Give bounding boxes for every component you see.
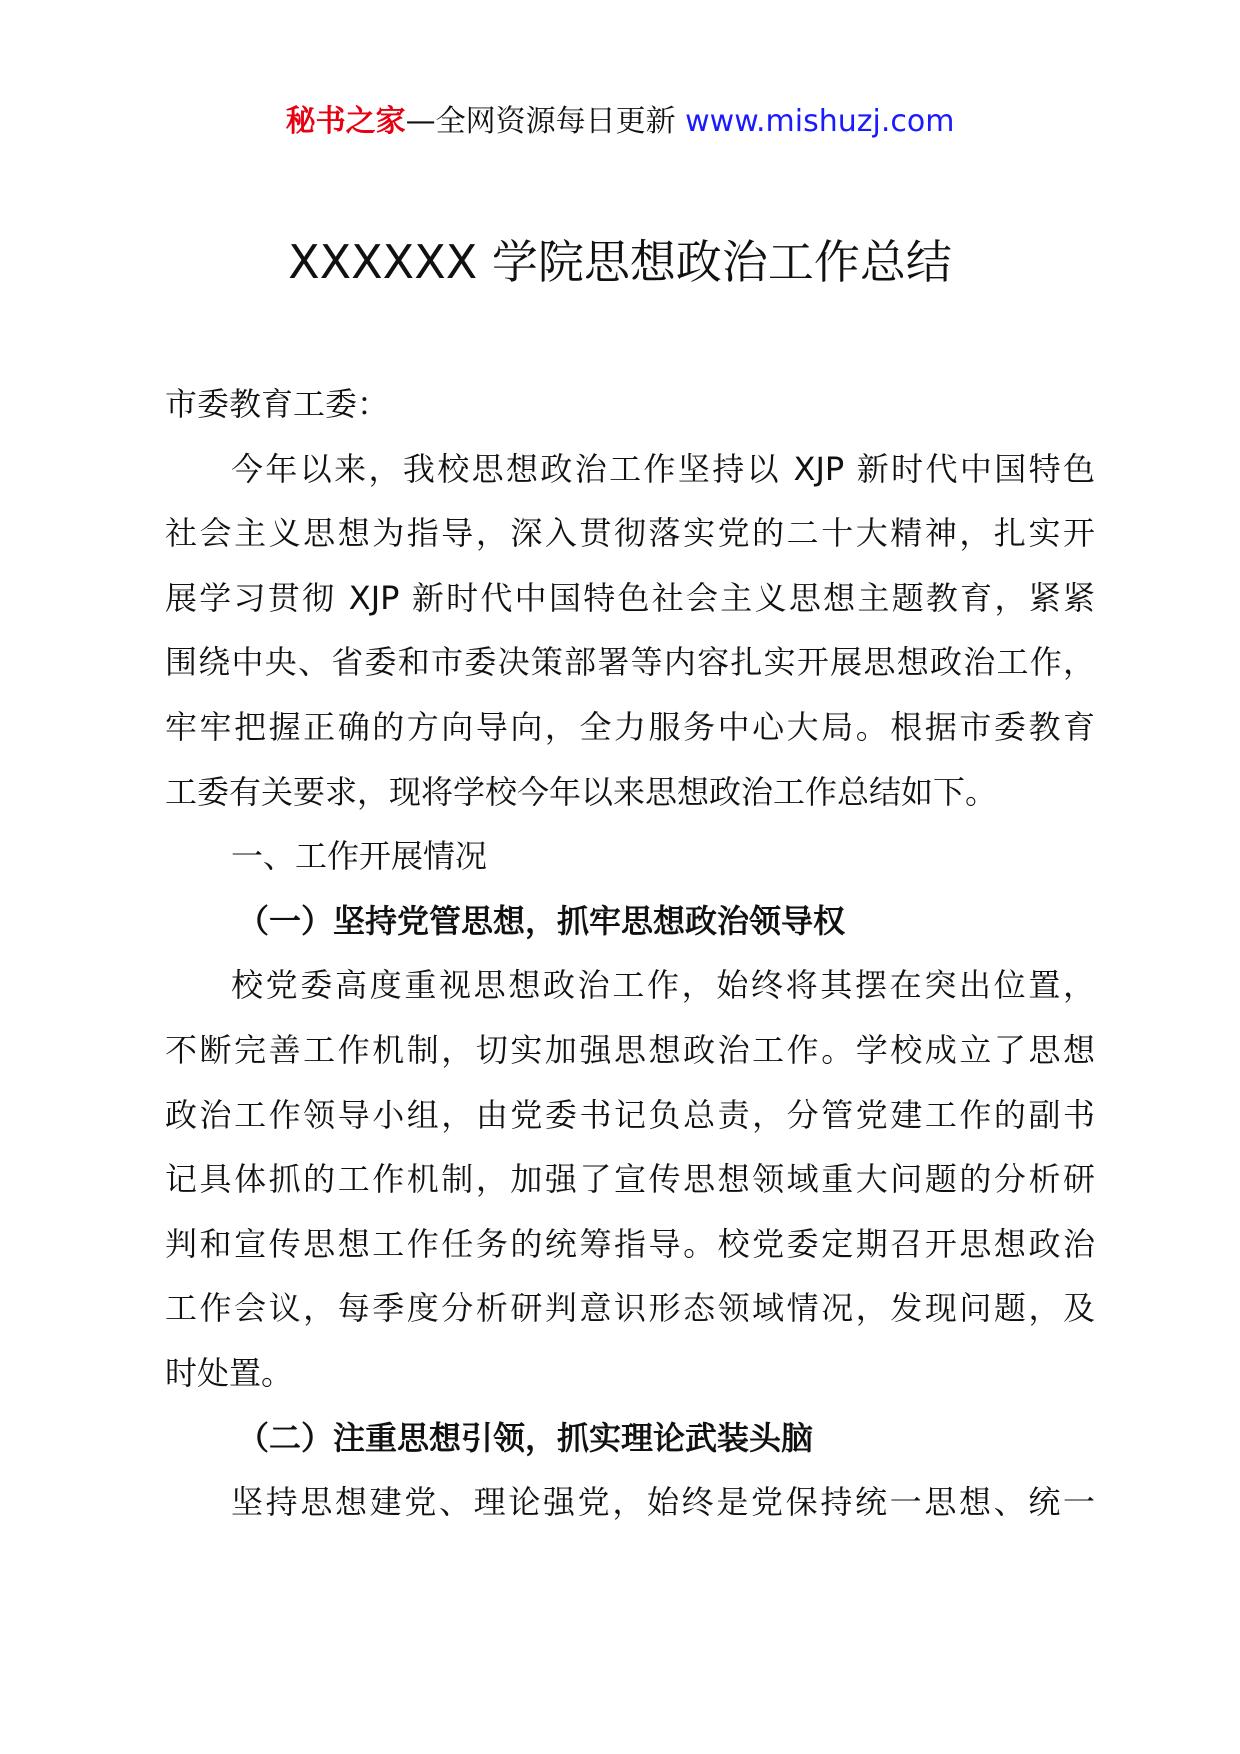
paragraph-line: 今年以来，我校思想政治工作坚持以 XJP 新时代中国特色: [231, 449, 1095, 488]
document-title: XXXXXX 学院思想政治工作总结: [288, 235, 952, 289]
paragraph-line: 时处置。: [165, 1353, 294, 1392]
site-banner: [0, 102, 1240, 142]
paragraph-line: 工作会议，每季度分析研判意识形态领域情况，发现问题，及: [165, 1289, 1095, 1328]
paragraph-line: 坚持思想建党、理论强党，始终是党保持统一思想、统一: [231, 1483, 1095, 1522]
paragraph-line: 不断完善工作机制，切实加强思想政治工作。学校成立了思想: [165, 1030, 1095, 1069]
paragraph-line: 政治工作领导小组，由党委书记负总责，分管党建工作的副书: [165, 1095, 1095, 1134]
document-body: [165, 372, 1095, 1535]
subsection-heading: （二）注重思想引领，抓实理论武装头脑: [237, 1418, 814, 1457]
paragraph-line: 社会主义思想为指导，深入贯彻落实党的二十大精神，扎实开: [165, 514, 1095, 553]
paragraph-line: 牢牢把握正确的方向导向，全力服务中心大局。根据市委教育: [165, 707, 1095, 746]
paragraph-line: 记具体抓的工作机制，加强了宣传思想领域重大问题的分析研: [165, 1160, 1095, 1199]
subsection-heading: （一）坚持党管思想，抓牢思想政治领导权: [237, 901, 846, 940]
site-url-link[interactable]: www.mishuzj.com: [685, 104, 955, 139]
section-heading: 一、工作开展情况: [231, 837, 488, 876]
paragraph-line: 围绕中央、省委和市委决策部署等内容扎实开展思想政治工作，: [165, 643, 1095, 682]
paragraph-line: 工委有关要求，现将学校今年以来思想政治工作总结如下。: [165, 772, 998, 811]
paragraph-line: 判和宣传思想工作任务的统筹指导。校党委定期召开思想政治: [165, 1224, 1095, 1263]
paragraph-line: 展学习贯彻 XJP 新时代中国特色社会主义思想主题教育，紧紧: [165, 578, 1095, 617]
site-brand: 秘书之家: [285, 104, 406, 139]
salutation: 市委教育工委：: [165, 385, 390, 423]
paragraph-line: 校党委高度重视思想政治工作，始终将其摆在突出位置，: [231, 966, 1095, 1005]
site-slogan: —全网资源每日更新: [405, 104, 686, 139]
